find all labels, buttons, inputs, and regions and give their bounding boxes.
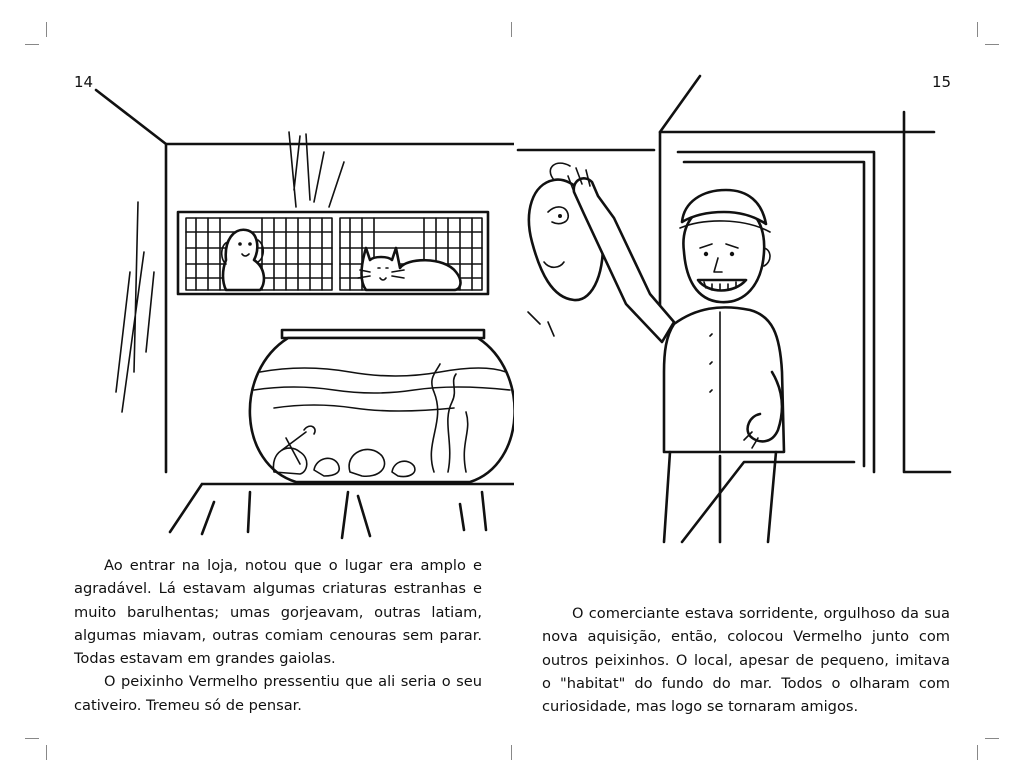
crop-mark [985,738,999,739]
paragraph: Ao entrar na loja, notou que o lugar era amplo e agradável. Lá estavam algumas criaturas estranhas e muito barulhentas; umas gorjeavam, outras latiam, algumas miavam, outras comiam cenouras sem parar. Todas estavam em grandes gaiolas. [74,557,482,668]
crop-mark [511,22,512,37]
crop-mark [46,22,47,37]
illustration-merchant-with-fish [514,72,954,552]
page-number-left: 14 [74,73,94,91]
illustration-pet-shop [74,72,514,552]
page-number-right: 15 [932,73,952,91]
crop-mark [25,44,39,45]
crop-mark [46,745,47,760]
crop-mark [977,22,978,37]
crop-mark [25,738,39,739]
paragraph: O peixinho Vermelho pressentiu que ali seria o seu cativeiro. Tremeu só de pensar. [74,673,482,714]
right-page-text [542,602,950,718]
crop-mark [985,44,999,45]
paragraph: O comerciante estava sorridente, orgulhoso da sua nova aquisição, então, colocou Vermelho junto com outros peixinhos. O local, apesar de pequeno, imitava o "habitat" do fundo do mar. Todos o olharam com curiosidade, mas logo se tornaram amigos. [542,605,950,716]
crop-mark [977,745,978,760]
crop-mark [511,745,512,760]
left-page-text [74,554,482,717]
